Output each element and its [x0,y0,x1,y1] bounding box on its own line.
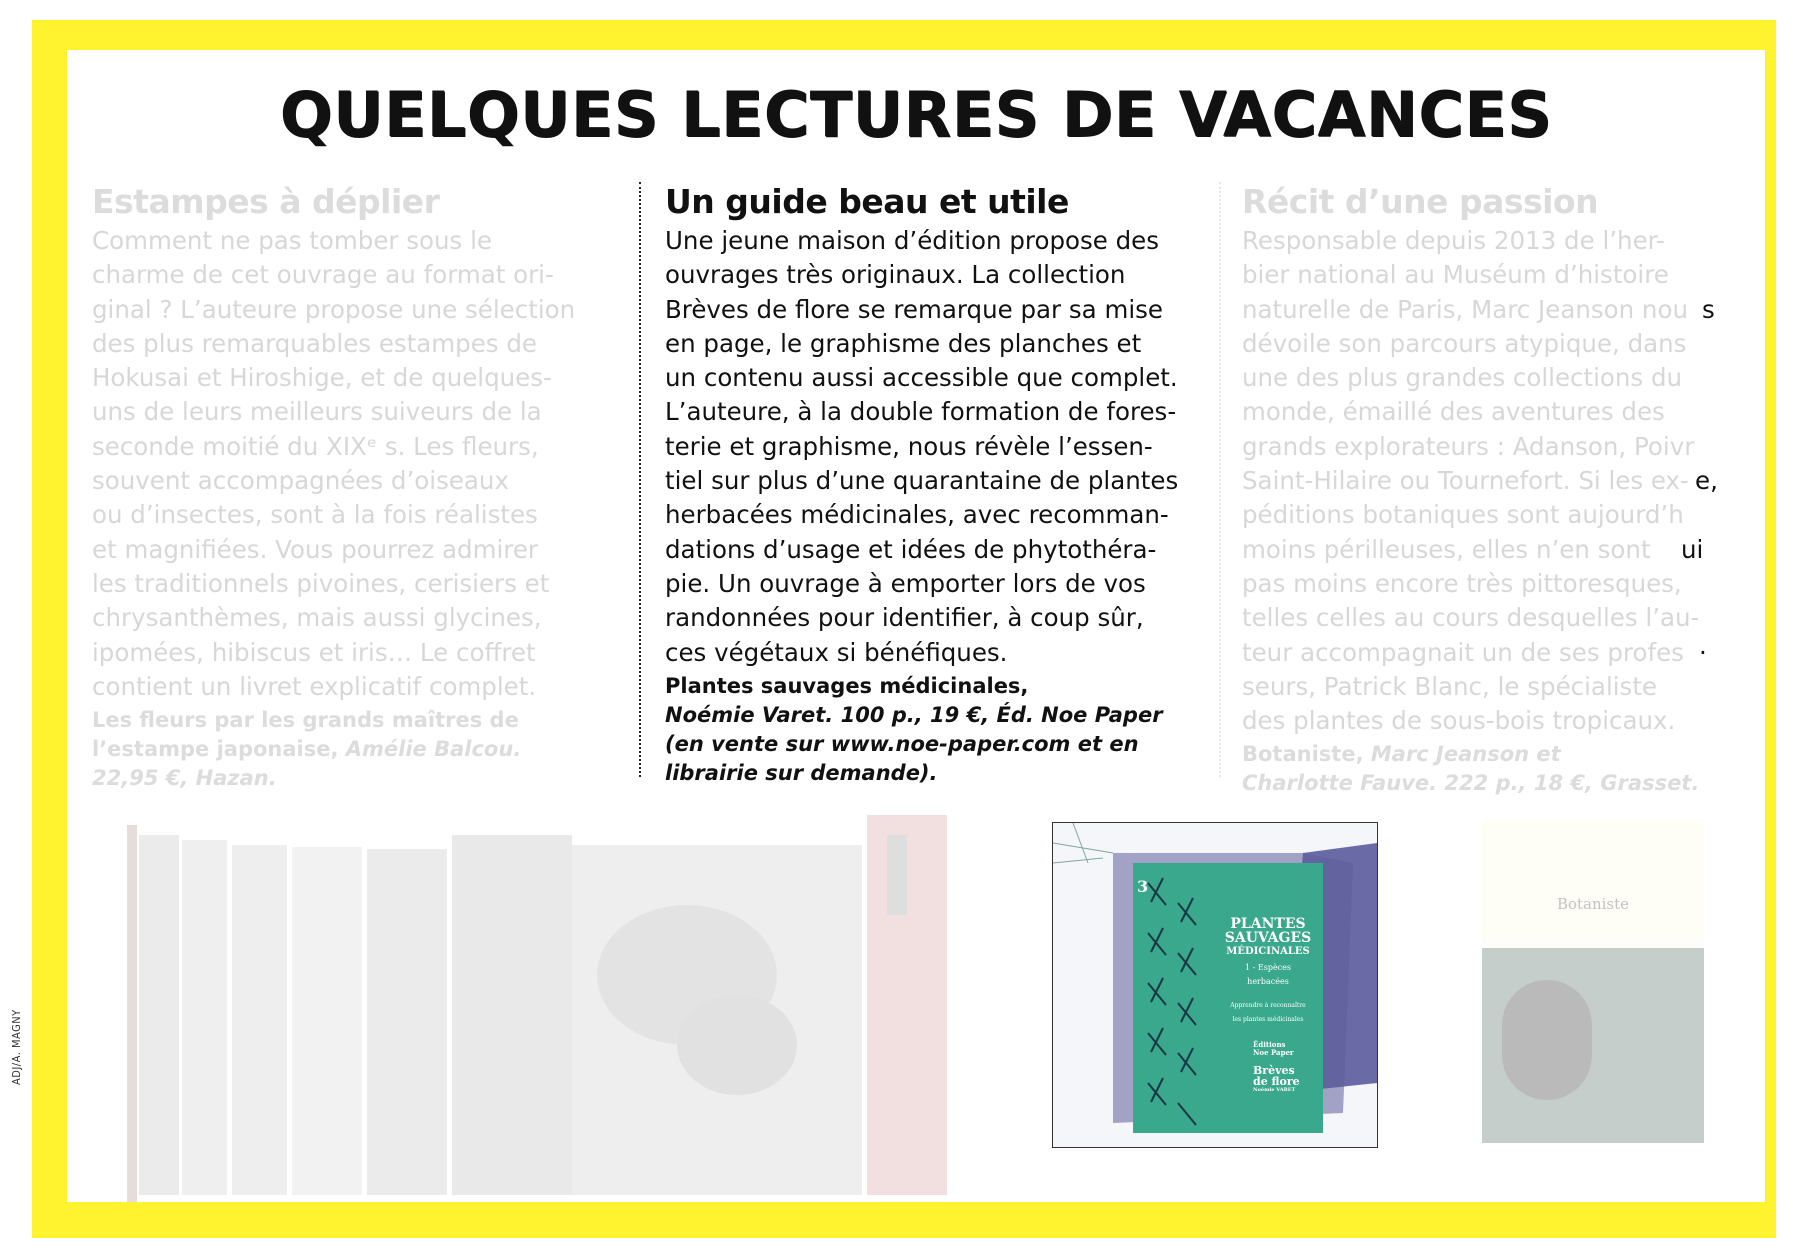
center-article [665,182,1179,788]
cover-collection [1253,1065,1300,1094]
center-article-caption [665,672,1163,788]
center-article-heading: Un guide beau et utile [665,182,1069,221]
center-caption-line: Noémie Varet. 100 p., 19 €, Éd. Noe Paper [665,702,1163,727]
column-divider [639,182,641,777]
left-caption-price: 22,95 €, Hazan. [92,766,277,791]
cover-publisher-line: Éditions [1253,1040,1286,1049]
center-line: herbacées médicinales, avec recomman- [665,500,1169,530]
right-line: des plantes de sous-bois tropicaux. [1242,706,1676,736]
center-article-body [665,224,1179,670]
left-line: Hokusai et Hiroshige, et de quelques- [92,363,552,393]
left-line: souvent accompagnées d’oiseaux [92,466,509,496]
left-caption-italic: Amélie Balcou. [338,737,522,762]
left-article [92,182,576,793]
edge-char: s [1702,295,1715,324]
left-line: ou d’insectes, sont à la fois réalistes [92,500,538,530]
right-article [1242,182,1700,798]
right-caption-italic: Marc Jeanson et [1363,742,1561,767]
right-line: une des plus grandes collections du [1242,363,1683,393]
folded-prints-book-image [127,815,1027,1202]
center-line: randonnées pour identifier, à coup sûr, [665,603,1144,633]
cover-small-text: Apprendre à reconnaître [1230,1002,1306,1009]
right-line: bier national au Muséum d’histoire [1242,260,1669,290]
center-line: Une jeune maison d’édition propose des [665,226,1159,255]
right-line: Responsable depuis 2013 de l’her- [1242,226,1665,255]
edge-char: ui [1681,535,1704,564]
right-caption-bold: Botaniste, [1242,742,1364,767]
edge-char: e, [1695,466,1718,495]
botaniste-cover-image [1482,820,1704,1143]
left-caption-line [92,735,537,764]
book-cover-photo [1052,822,1378,1148]
left-line: ipomées, hibiscus et iris… Le coffret [92,637,536,667]
center-line: L’auteure, à la double formation de fores- [665,397,1177,427]
left-article-heading: Estampes à déplier [92,182,440,221]
cover-title-line: PLANTES [1230,916,1306,932]
center-caption-title: Plantes sauvages médicinales, [665,673,1029,698]
cover-title [1223,917,1313,1027]
center-line: terie et graphisme, nous révèle l’essen- [665,431,1153,461]
right-line: pas moins encore très pittoresques, [1242,568,1682,598]
column-divider [1219,182,1221,777]
right-caption-line: Charlotte Fauve. 222 p., 18 €, Grasset. [1242,771,1700,796]
center-line: en page, le graphisme des planches et [665,328,1142,358]
cover-collection-line: Brèves [1253,1064,1295,1077]
cover-publisher-line: Noe Paper [1253,1048,1294,1057]
photo-credit: ADJ/A. MAGNY [10,1009,23,1085]
left-line: charme de cet ouvrage au format ori- [92,260,554,290]
right-article-caption [1242,740,1700,798]
left-line: Comment ne pas tomber sous le [92,226,492,255]
page-title: QUELQUES LECTURES DE VACANCES [279,78,1553,151]
right-article-heading: Récit d’une passion [1242,182,1599,221]
left-caption-line: Les fleurs par les grands maîtres de [92,708,519,733]
left-line: seconde moitié du XIXᵉ s. Les fleurs, [92,431,539,461]
center-caption-line: librairie sur demande). [665,760,938,785]
left-line: ginal ? L’auteure propose une sélection [92,294,576,324]
right-line: teur accompagnait un de ses profes [1242,637,1684,667]
cover-subtitle: 1 - Espèces herbacées [1245,963,1291,986]
right-line: telles celles au cours desquelles l’au- [1242,603,1700,633]
right-line: dévoile son parcours atypique, dans [1242,328,1687,358]
left-line: des plus remarquables estampes de [92,328,537,358]
center-line: dations d’usage et idées de phytothéra- [665,534,1157,564]
botaniste-portrait [1502,980,1592,1100]
center-line: ouvrages très originaux. La collection [665,260,1126,290]
right-line: moins périlleuses, elles n’en sont [1242,534,1651,564]
left-line: les traditionnels pivoines, cerisiers et [92,568,550,598]
right-line: monde, émaillé des aventures des [1242,397,1665,427]
right-line: grands explorateurs : Adanson, Poivr [1242,431,1695,461]
botaniste-cover-top [1482,820,1704,940]
cover-photo-illustration [1053,823,1377,1147]
botaniste-cover-title: Botaniste [1556,895,1630,913]
right-article-body [1242,224,1700,738]
cover-author: Noémie VARET [1253,1087,1296,1093]
cover-small-text: les plantes médicinales [1232,1016,1304,1023]
right-line: naturelle de Paris, Marc Jeanson nou [1242,294,1688,324]
center-line: tiel sur plus d’une quarantaine de plantes [665,466,1179,496]
cover-number: 3 [1137,877,1149,896]
center-line: ces végétaux si bénéfiques. [665,637,1008,667]
left-line: chrysanthèmes, mais aussi glycines, [92,603,542,633]
left-article-caption [92,706,537,793]
center-line: pie. Un ouvrage à emporter lors de vos [665,568,1146,598]
right-line: péditions botaniques sont aujourd’h [1242,500,1684,530]
left-line: uns de leurs meilleurs suiveurs de la [92,397,542,427]
center-line: un contenu aussi accessible que complet. [665,363,1178,393]
cover-title-line: SAUVAGES [1224,930,1312,946]
center-caption-line: (en vente sur www.noe-paper.com et en [665,731,1139,756]
right-caption-line [1242,740,1682,769]
left-article-body [92,224,576,704]
right-line: seurs, Patrick Blanc, le spécialiste [1242,671,1658,701]
edge-char: · [1699,638,1707,667]
right-line: Saint-Hilaire ou Tournefort. Si les ex- [1242,466,1689,496]
left-caption-bold: l’estampe japonaise, [92,737,339,762]
left-line: et magnifiées. Vous pourrez admirer [92,534,538,564]
left-line: contient un livret explicatif complet. [92,671,537,701]
center-line: Brèves de flore se remarque par sa mise [665,294,1163,324]
cover-publisher [1253,1041,1294,1057]
magazine-page [67,50,1765,1202]
cover-title-line: MÉDICINALES [1226,946,1310,957]
cover-collection-line: de flore [1253,1075,1300,1088]
